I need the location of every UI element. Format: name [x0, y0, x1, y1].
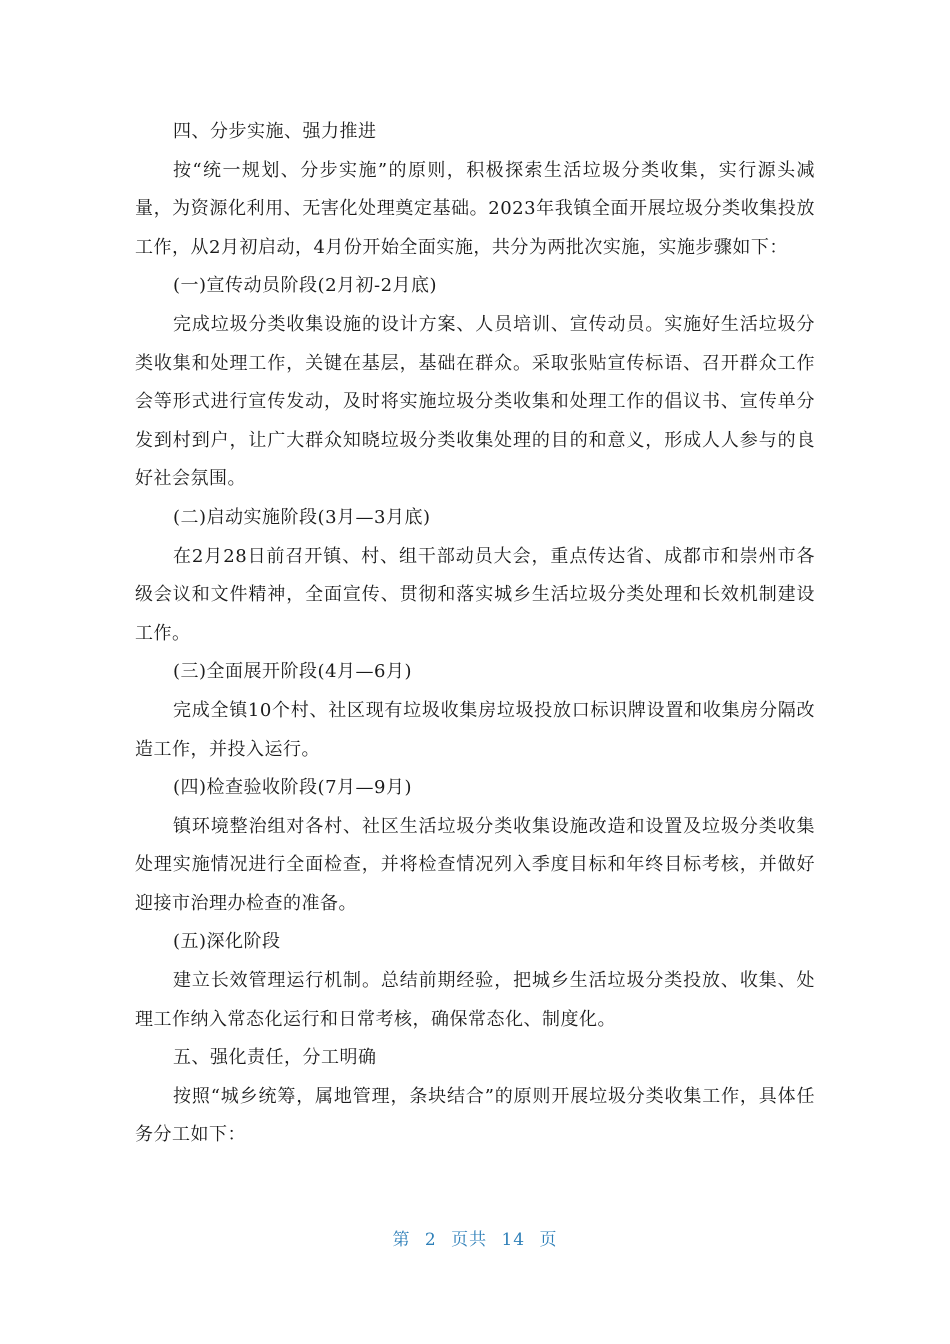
section-heading: 四、分步实施、强力推进 [173, 121, 377, 142]
paragraph: 镇环境整治组对各村、社区生活垃圾分类收集设施改造和设置及垃圾分类收集处理实施情况进行全面检查，并将检查情况列入季度目标和年终目标考核，并做好迎接市治理办检查的准备。 [135, 815, 815, 914]
section-heading: (二)启动实施阶段(3月—3月底) [173, 506, 431, 528]
paragraph: 建立长效管理运行机制。总结前期经验，把城乡生活垃圾分类投放、收集、处理工作纳入常态化运行和日常考核，确保常态化、制度化。 [135, 970, 815, 1030]
section-heading: (四)检查验收阶段(7月—9月) [173, 777, 412, 799]
paragraph: 在2月28日前召开镇、村、组干部动员大会，重点传达省、成都市和崇州市各级会议和文件精神，全面宣传、贯彻和落实城乡生活垃圾分类处理和长效机制建设工作。 [135, 545, 815, 644]
paragraph: 完成垃圾分类收集设施的设计方案、人员培训、宣传动员。实施好生活垃圾分类收集和处理工作，关键在基层，基础在群众。采取张贴宣传标语、召开群众工作会等形式进行宣传发动，及时将实施垃圾分类收集和处理工作的倡议书、宣传单分发到村到户，让广大群众知晓垃圾分类收集处理的目的和意义，形成人人参与的良好社会氛围。 [135, 313, 815, 490]
section-heading: (三)全面展开阶段(4月—6月) [173, 661, 412, 683]
section-heading: (五)深化阶段 [173, 931, 281, 953]
section-heading: (一)宣传动员阶段(2月初-2月底) [173, 275, 438, 297]
section-heading: 五、强化责任，分工明确 [173, 1047, 377, 1069]
paragraph: 按“统一规划、分步实施”的原则，积极探索生活垃圾分类收集，实行源头减量，为资源化利用、无害化处理奠定基础。2023年我镇全面开展垃圾分类收集投放工作，从2月初启动，4月份开始全面实施，共分为两批次实施，实施步骤如下： [135, 159, 815, 258]
paragraph: 完成全镇10个村、社区现有垃圾收集房垃圾投放口标识牌设置和收集房分隔改造工作，并投入运行。 [135, 699, 815, 760]
document-body [135, 113, 815, 1155]
paragraph: 按照“城乡统筹，属地管理，条块结合”的原则开展垃圾分类收集工作，具体任务分工如下： [135, 1085, 815, 1146]
page-number-footer: 第 2 页共 14 页 [392, 1230, 558, 1250]
